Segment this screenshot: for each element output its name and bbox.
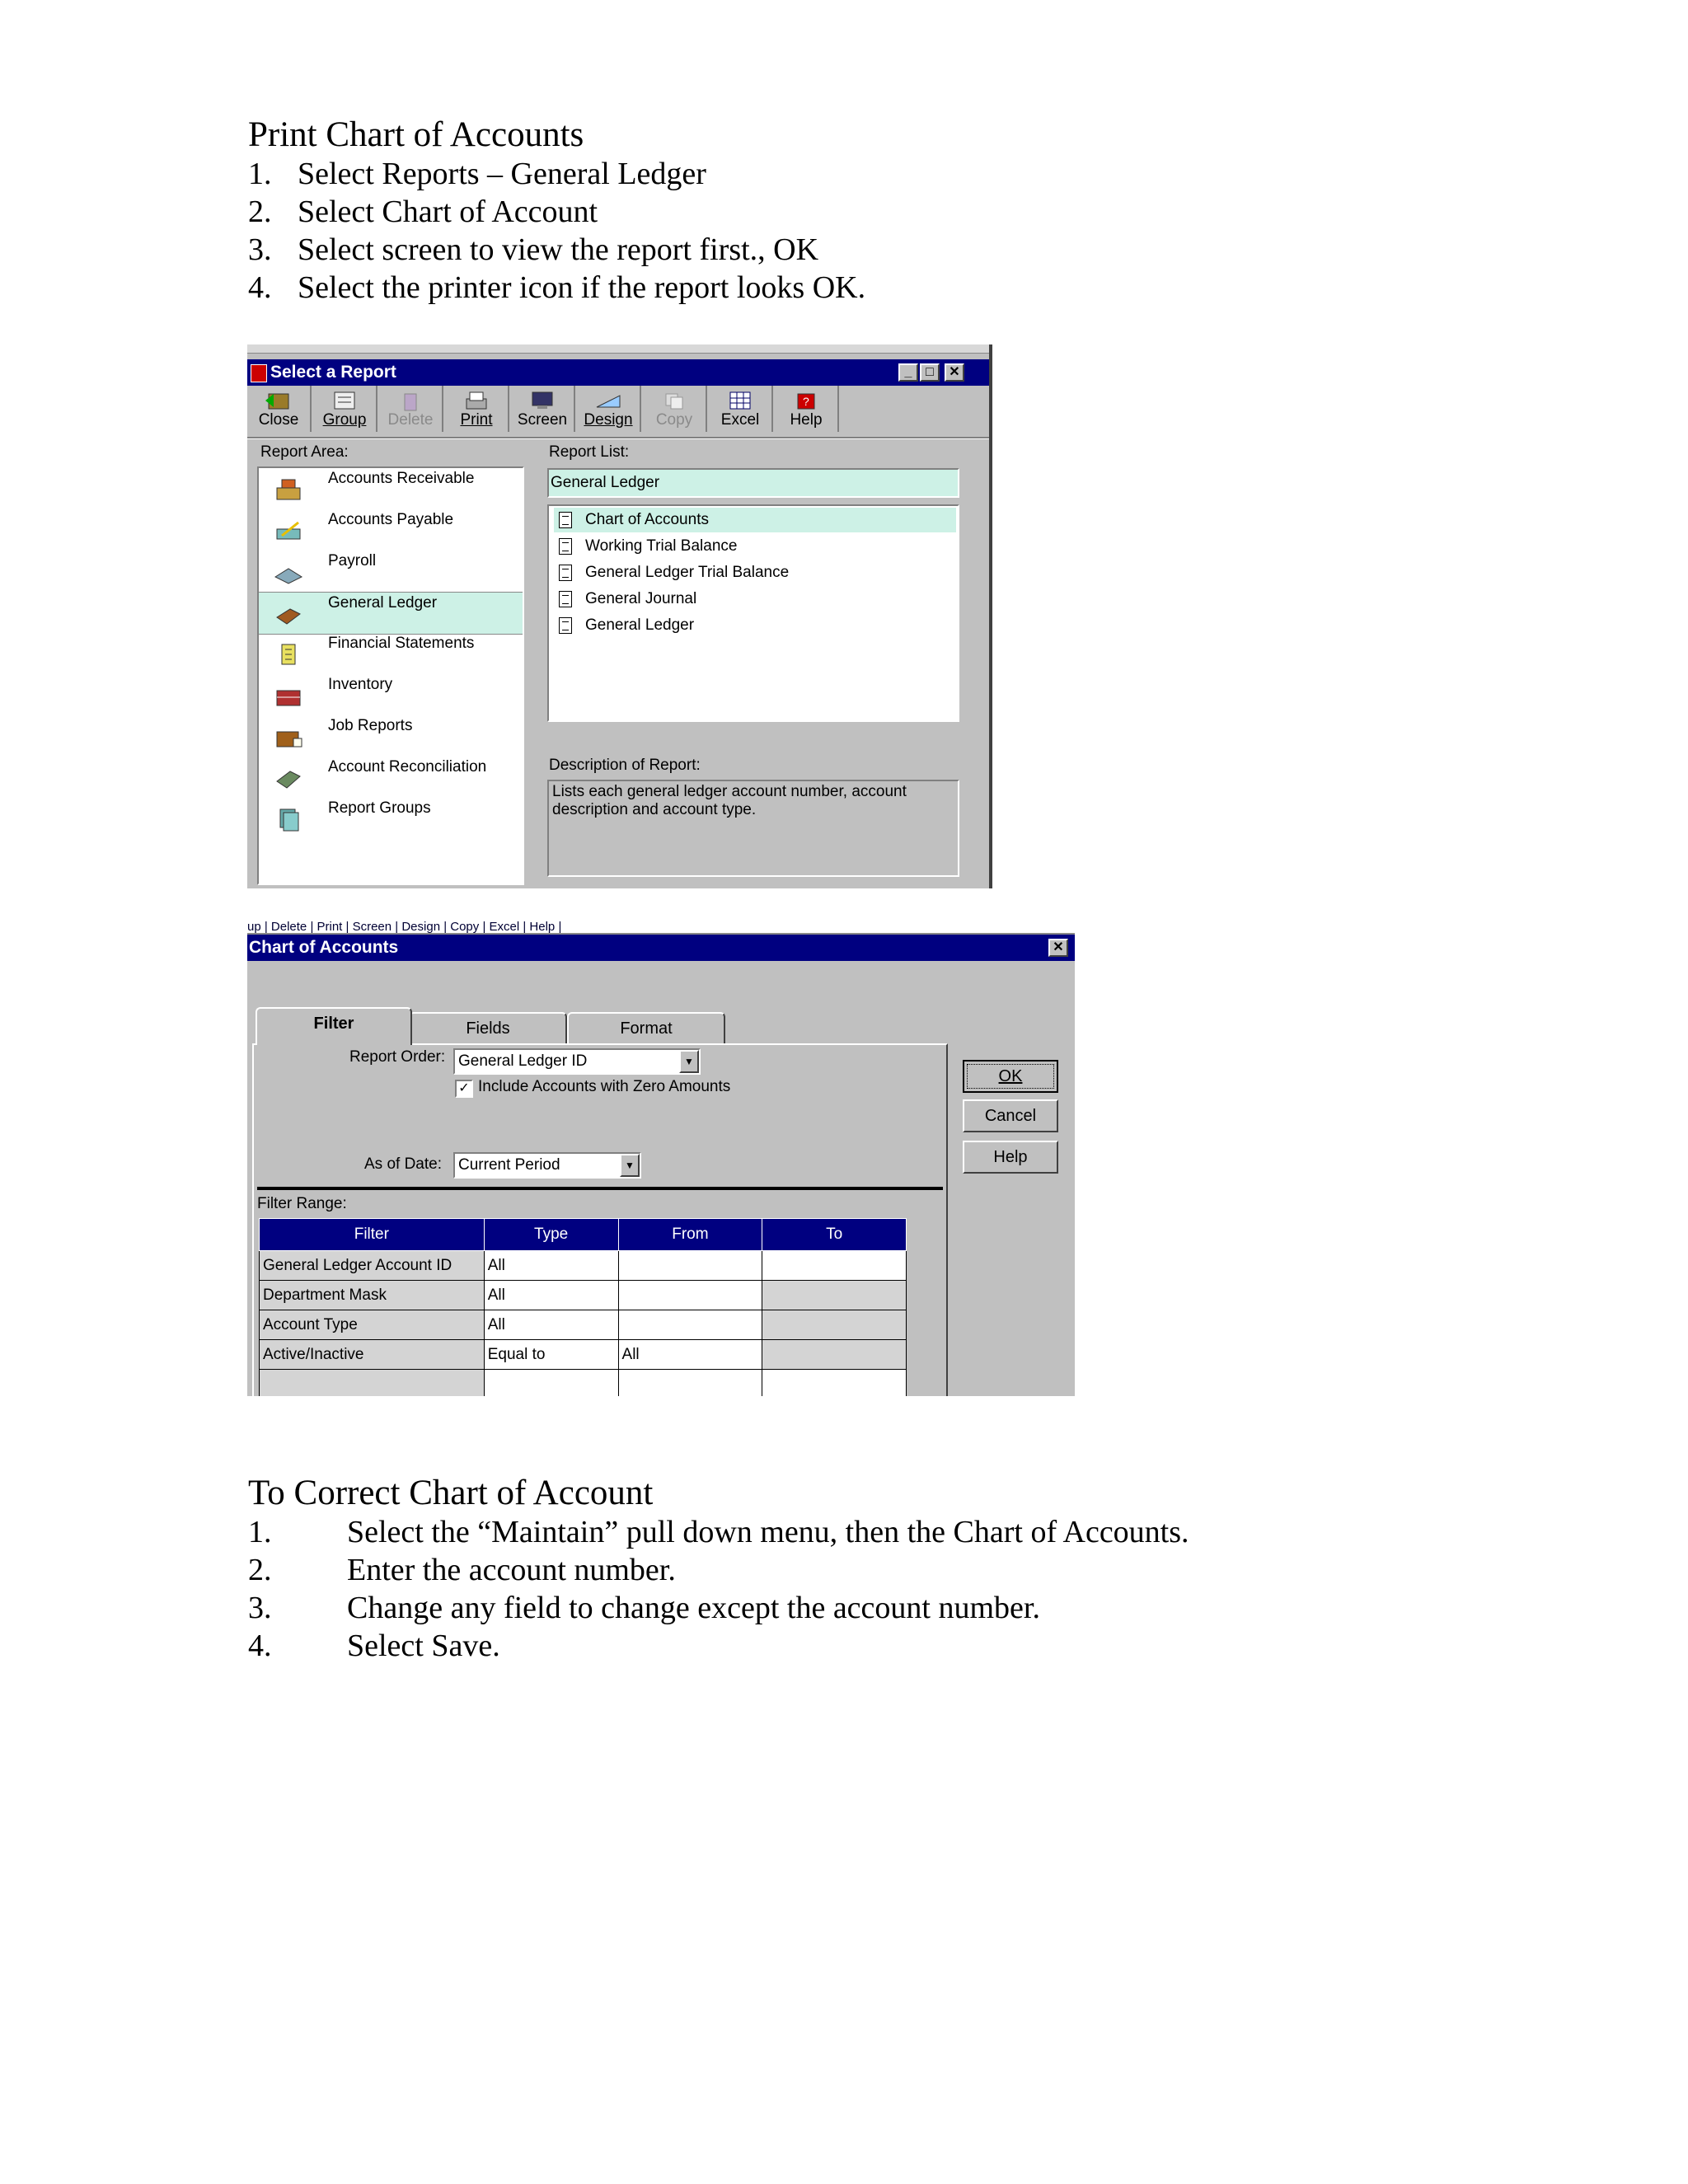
list-item: 4. Select the printer icon if the report looks OK. — [248, 270, 866, 305]
copy-icon — [659, 389, 689, 412]
ledger-book-icon — [274, 601, 303, 627]
document-icon — [559, 512, 572, 528]
background-toolbar-strip: up | Delete | Print | Screen | Design | Copy | Excel | Help | — [247, 921, 1075, 935]
description-label: Description of Report: — [549, 757, 701, 774]
svg-text:?: ? — [803, 395, 809, 408]
include-zero-checkbox[interactable]: ✓ — [455, 1080, 473, 1098]
list-item[interactable]: Financial Statements — [259, 633, 523, 674]
monitor-icon — [528, 389, 557, 412]
column-header-to: To — [762, 1219, 907, 1251]
as-of-date-label: As of Date: — [364, 1155, 442, 1173]
excel-button[interactable]: Excel — [709, 386, 773, 432]
help-button[interactable]: ? Help — [775, 386, 839, 432]
print-steps-list — [248, 155, 865, 307]
list-item[interactable]: Report Groups — [259, 798, 523, 839]
copy-button[interactable]: Copy — [643, 386, 707, 432]
screen-button[interactable]: Screen — [511, 386, 575, 432]
checkbook-icon — [274, 518, 303, 544]
list-item[interactable]: General Ledger — [554, 613, 956, 638]
document-icon — [559, 565, 572, 581]
list-item: 3. Select screen to view the report first., OK — [248, 232, 819, 267]
ruler-icon — [593, 389, 623, 412]
list-item[interactable]: Working Trial Balance — [554, 534, 956, 559]
chart-of-accounts-window — [247, 921, 1075, 1396]
document-icon — [559, 538, 572, 555]
app-icon — [251, 364, 267, 382]
filter-range-label: Filter Range: — [257, 1195, 347, 1212]
list-item[interactable]: Accounts Receivable — [259, 468, 523, 509]
window-title: Select a Report — [270, 363, 396, 382]
list-item: 2. Select Chart of Account — [248, 194, 598, 229]
ok-button[interactable]: OK — [963, 1060, 1058, 1093]
list-item[interactable]: Account Reconciliation — [259, 757, 523, 798]
column-header-type: Type — [484, 1219, 618, 1251]
toolbar-divider — [247, 437, 989, 439]
list-item: 1. Select Reports – General Ledger — [248, 157, 706, 191]
delete-button[interactable]: Delete — [379, 386, 443, 432]
document-icon — [559, 617, 572, 634]
filter-range-grid[interactable] — [259, 1218, 907, 1396]
tab-format[interactable]: Format — [567, 1012, 725, 1045]
report-area-label: Report Area: — [260, 443, 349, 461]
group-button[interactable]: Group — [313, 386, 377, 432]
list-item: 2. Enter the account number. — [248, 1553, 676, 1587]
maximize-icon[interactable]: □ — [920, 363, 940, 382]
minimize-icon[interactable]: _ — [898, 363, 918, 382]
close-button[interactable]: Close — [247, 386, 312, 432]
help-book-icon — [791, 389, 821, 412]
list-item[interactable]: General Ledger Trial Balance — [554, 560, 956, 585]
tab-fields[interactable]: Fields — [409, 1012, 567, 1045]
close-window-icon[interactable]: ✕ — [945, 363, 964, 382]
payroll-icon — [274, 559, 303, 585]
group-icon — [330, 389, 359, 412]
title-bar — [247, 935, 1075, 961]
window-top-edge — [247, 344, 989, 354]
select-report-window — [247, 344, 992, 888]
spreadsheet-icon — [725, 389, 755, 412]
list-item: 4. Select Save. — [248, 1629, 500, 1663]
divider-line — [257, 1187, 943, 1190]
list-item[interactable]: Inventory — [259, 674, 523, 715]
document-icon — [559, 591, 572, 607]
title-bar — [247, 359, 989, 386]
description-box: Lists each general ledger account number, account description and account type. — [547, 780, 959, 877]
table-row: Active/Inactive Equal to All — [260, 1340, 907, 1370]
list-item: 3. Change any field to change except the account number. — [248, 1591, 1040, 1625]
report-list[interactable] — [547, 504, 959, 722]
list-item[interactable]: Job Reports — [259, 715, 523, 757]
cancel-button[interactable]: Cancel — [963, 1099, 1058, 1132]
reconciliation-icon — [274, 765, 303, 791]
tab-filter[interactable]: Filter — [256, 1007, 412, 1045]
list-item[interactable]: Payroll — [259, 551, 523, 592]
briefcase-icon — [274, 724, 303, 750]
chevron-down-icon[interactable]: ▼ — [679, 1050, 699, 1073]
section-heading-correct: To Correct Chart of Account — [248, 1474, 654, 1512]
list-item[interactable]: General Ledger — [259, 592, 523, 635]
design-button[interactable]: Design — [577, 386, 641, 432]
report-order-label: Report Order: — [349, 1048, 446, 1066]
report-list-label: Report List: — [549, 443, 630, 461]
report-list-selected-field[interactable]: General Ledger — [547, 468, 959, 498]
table-row: Account Type All — [260, 1310, 907, 1340]
door-icon — [264, 389, 293, 412]
column-header-filter: Filter — [260, 1219, 485, 1251]
close-window-icon[interactable]: ✕ — [1048, 939, 1068, 957]
report-area-list[interactable] — [257, 466, 524, 885]
list-item[interactable]: General Journal — [554, 587, 956, 612]
table-row: Department Mask All — [260, 1281, 907, 1310]
table-row — [260, 1370, 907, 1397]
inventory-icon — [274, 682, 303, 709]
list-item: 1. Select the “Maintain” pull down menu, then the Chart of Accounts. — [248, 1515, 1189, 1549]
window-title: Chart of Accounts — [249, 938, 399, 957]
correct-steps-list — [248, 1513, 1189, 1665]
filter-tab-panel — [252, 1043, 948, 1396]
section-heading-print: Print Chart of Accounts — [248, 115, 584, 154]
print-button[interactable]: Print — [445, 386, 509, 432]
report-order-select[interactable]: General Ledger ID ▼ — [453, 1048, 701, 1075]
table-row: General Ledger Account ID All — [260, 1251, 907, 1281]
help-button[interactable]: Help — [963, 1141, 1058, 1174]
report-groups-icon — [274, 806, 303, 832]
statement-icon — [274, 641, 303, 668]
printer-icon — [462, 389, 491, 412]
column-header-from: From — [618, 1219, 762, 1251]
list-item[interactable]: Chart of Accounts — [554, 508, 956, 532]
as-of-date-select[interactable]: Current Period ▼ — [453, 1152, 641, 1179]
chevron-down-icon[interactable]: ▼ — [620, 1154, 640, 1177]
list-item[interactable]: Accounts Payable — [259, 509, 523, 551]
trash-icon — [396, 389, 425, 412]
cash-register-icon — [274, 476, 303, 503]
include-zero-label: Include Accounts with Zero Amounts — [478, 1078, 731, 1095]
